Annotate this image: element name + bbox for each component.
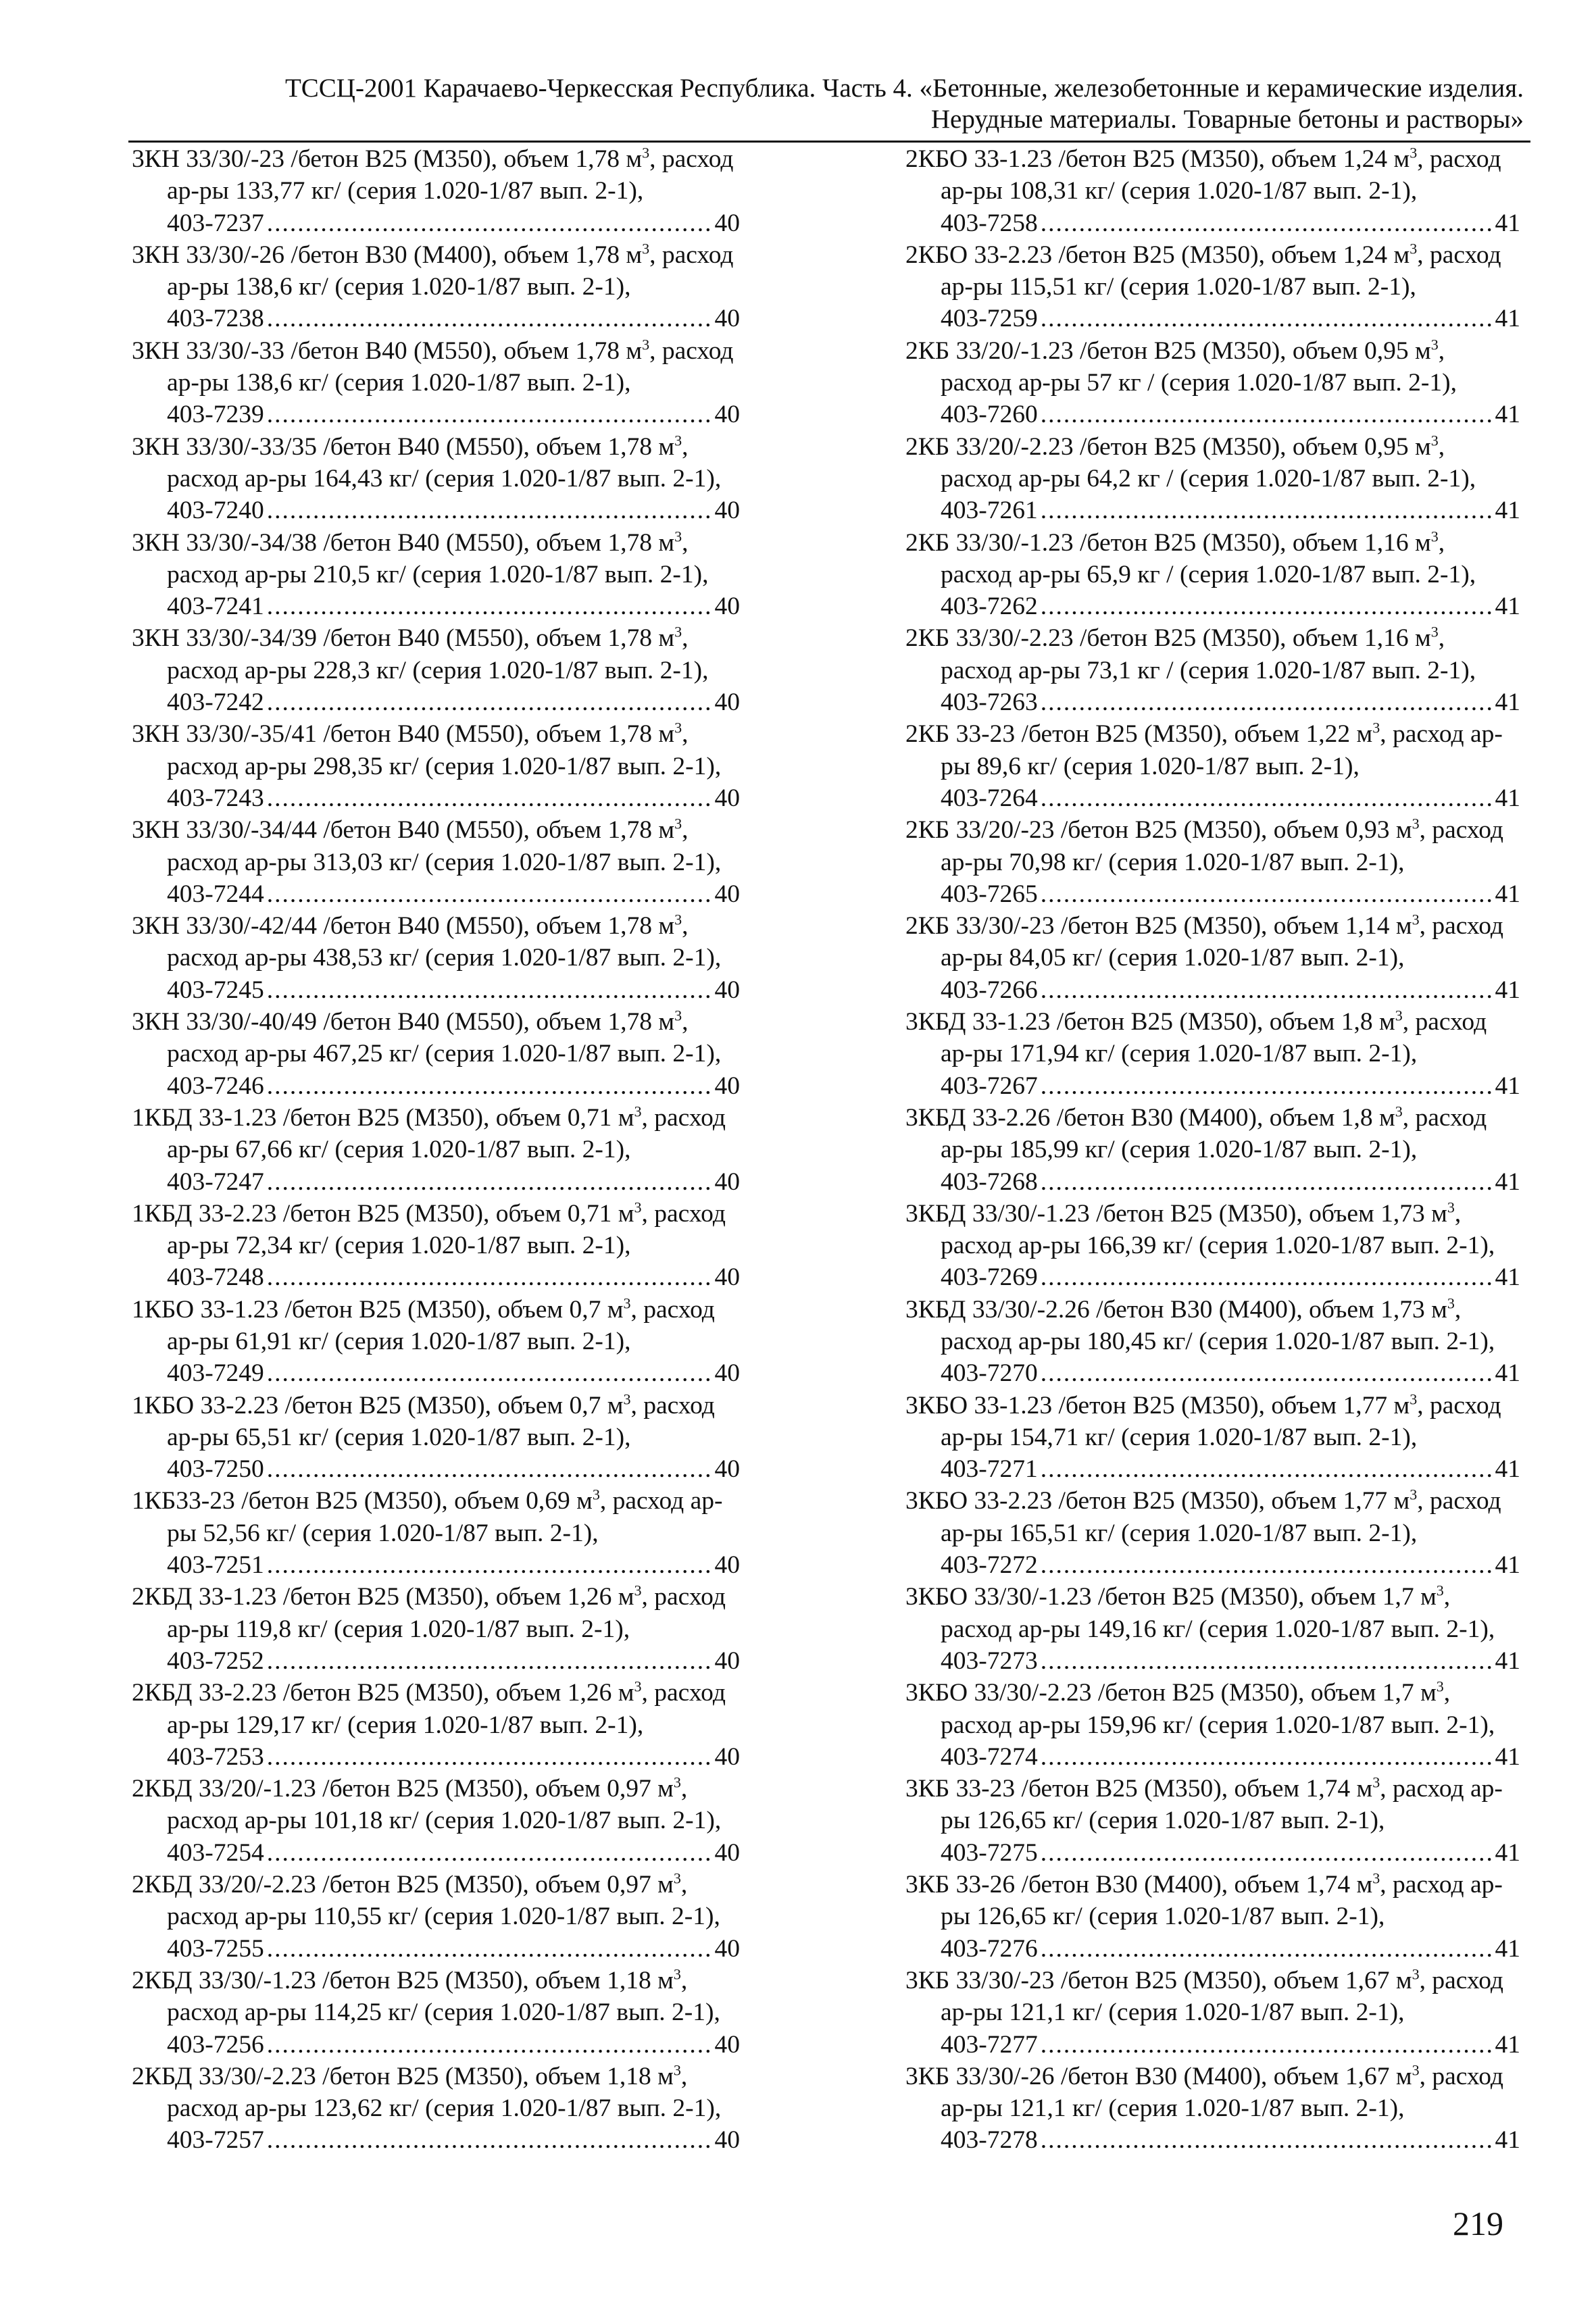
entry-code: 403-7275 bbox=[941, 1838, 1038, 1867]
dot-leader bbox=[1041, 1261, 1493, 1293]
entry-page-number: 41 bbox=[1495, 497, 1520, 525]
entry-code: 403-7238 bbox=[167, 305, 264, 333]
entry-code: 403-7265 bbox=[941, 880, 1038, 908]
entry-leader-line bbox=[167, 2124, 740, 2156]
dot-leader bbox=[1041, 974, 1493, 1006]
index-column-left bbox=[132, 143, 740, 2157]
entry-code: 403-7237 bbox=[167, 209, 264, 237]
index-entry bbox=[132, 1581, 740, 1677]
entry-page-number: 40 bbox=[714, 1072, 740, 1100]
index-entry bbox=[132, 1965, 740, 2061]
entry-page-number: 41 bbox=[1495, 688, 1520, 717]
entry-leader-line bbox=[167, 1453, 740, 1485]
index-entry bbox=[132, 718, 740, 814]
running-header bbox=[135, 73, 1524, 135]
entry-code: 403-7273 bbox=[941, 1646, 1038, 1675]
entry-page-number: 40 bbox=[714, 305, 740, 333]
entry-text: 2КБ 33/20/-2.23 /бетон В25 (М350), объем 0,95 $м^3$, расход ар-ры 64,2 кг / (серия 1.020-1/87 вып. 2-1), bbox=[905, 432, 1476, 493]
entry-page-number: 40 bbox=[714, 593, 740, 621]
entry-text: 2КБ 33/30/-1.23 /бетон В25 (М350), объем 1,16 $м^3$, расход ар-ры 65,9 кг / (серия 1.020-1/87 вып. 2-1), bbox=[905, 528, 1476, 588]
entry-page-number: 40 bbox=[714, 880, 740, 908]
entry-leader-line bbox=[167, 207, 740, 239]
dot-leader bbox=[267, 1645, 712, 1677]
dot-leader bbox=[1041, 878, 1493, 910]
index-entry bbox=[132, 1485, 740, 1581]
entry-leader-line bbox=[167, 686, 740, 718]
entry-leader-line bbox=[167, 399, 740, 430]
entry-page-number: 41 bbox=[1495, 2126, 1520, 2155]
dot-leader bbox=[267, 782, 712, 814]
entry-page-number: 40 bbox=[714, 976, 740, 1004]
entry-text: 2КБ 33/20/-23 /бетон В25 (М350), объем 0,93 $м^3$, расход ар-ры 70,98 кг/ (серия 1.020-1/87 вып. 2-1), bbox=[905, 815, 1503, 876]
entry-code: 403-7257 bbox=[167, 2126, 264, 2155]
index-entry bbox=[132, 1198, 740, 1294]
entry-page-number: 41 bbox=[1495, 1934, 1520, 1963]
dot-leader bbox=[267, 2124, 712, 2156]
entry-leader-line bbox=[941, 1453, 1520, 1485]
entry-text: 2КБ 33/30/-2.23 /бетон В25 (М350), объем 1,16 $м^3$, расход ар-ры 73,1 кг / (серия 1.020-1/87 вып. 2-1), bbox=[905, 623, 1476, 684]
index-entry bbox=[905, 239, 1520, 335]
dot-leader bbox=[267, 1549, 712, 1581]
entry-code: 403-7249 bbox=[167, 1359, 264, 1388]
entry-page-number: 40 bbox=[714, 209, 740, 237]
entry-leader-line bbox=[941, 686, 1520, 718]
entry-leader-line bbox=[167, 1741, 740, 1773]
entry-page-number: 40 bbox=[714, 784, 740, 812]
entry-page-number: 41 bbox=[1495, 1263, 1520, 1292]
entry-code: 403-7245 bbox=[167, 976, 264, 1004]
entry-page-number: 40 bbox=[714, 1263, 740, 1292]
entry-page-number: 40 bbox=[714, 1455, 740, 1484]
dot-leader bbox=[1041, 207, 1493, 239]
entry-code: 403-7262 bbox=[941, 593, 1038, 621]
entry-page-number: 40 bbox=[714, 1551, 740, 1580]
entry-leader-line bbox=[167, 878, 740, 910]
entry-text: 1КБ33-23 /бетон В25 (М350), объем 0,69 $м^3$, расход ар-ры 52,56 кг/ (серия 1.020-1/87 вып. 2-1), bbox=[132, 1486, 723, 1547]
entry-text: 3КН 33/30/-42/44 /бетон В40 (М550), объем 1,78 $м^3$, расход ар-ры 438,53 кг/ (серия 1.020-1/87 вып. 2-1), bbox=[132, 911, 722, 972]
entry-code: 403-7264 bbox=[941, 784, 1038, 812]
index-entry bbox=[905, 1198, 1520, 1294]
entry-leader-line bbox=[941, 974, 1520, 1006]
entry-page-number: 40 bbox=[714, 2126, 740, 2155]
entry-leader-line bbox=[941, 1357, 1520, 1389]
index-entry bbox=[905, 1006, 1520, 1102]
entry-leader-line bbox=[941, 1549, 1520, 1581]
entry-code: 403-7250 bbox=[167, 1455, 264, 1484]
dot-leader bbox=[267, 1453, 712, 1485]
entry-page-number: 41 bbox=[1495, 1455, 1520, 1484]
entry-page-number: 41 bbox=[1495, 209, 1520, 237]
index-entry bbox=[132, 143, 740, 239]
entry-text: 3КБ 33-23 /бетон В25 (М350), объем 1,74 $м^3$, расход ар-ры 126,65 кг/ (серия 1.020-1/87 вып. 2-1), bbox=[905, 1774, 1503, 1835]
entry-text: 2КБ 33/20/-1.23 /бетон В25 (М350), объем 0,95 $м^3$, расход ар-ры 57 кг / (серия 1.020-1/87 вып. 2-1), bbox=[905, 336, 1457, 397]
dot-leader bbox=[267, 1357, 712, 1389]
entry-page-number: 41 bbox=[1495, 1646, 1520, 1675]
entry-text: 3КН 33/30/-33/35 /бетон В40 (М550), объем 1,78 $м^3$, расход ар-ры 164,43 кг/ (серия 1.020-1/87 вып. 2-1), bbox=[132, 432, 722, 493]
entry-leader-line bbox=[167, 1357, 740, 1389]
index-entry bbox=[132, 239, 740, 335]
entry-leader-line bbox=[167, 974, 740, 1006]
entry-leader-line bbox=[167, 1837, 740, 1869]
entry-leader-line bbox=[941, 303, 1520, 334]
entry-leader-line bbox=[941, 1166, 1520, 1198]
index-entry bbox=[905, 1677, 1520, 1773]
page-number: 219 bbox=[1453, 2205, 1503, 2242]
entry-code: 403-7247 bbox=[167, 1167, 264, 1196]
index-entry bbox=[905, 1485, 1520, 1581]
entry-text: 1КБД 33-2.23 /бетон В25 (М350), объем 0,71 $м^3$, расход ар-ры 72,34 кг/ (серия 1.020-1/87 вып. 2-1), bbox=[132, 1199, 726, 1260]
dot-leader bbox=[267, 1261, 712, 1293]
dot-leader bbox=[1041, 1837, 1493, 1869]
entry-page-number: 40 bbox=[714, 1646, 740, 1675]
dot-leader bbox=[267, 1070, 712, 1102]
entry-text: 3КН 33/30/-34/44 /бетон В40 (М550), объем 1,78 $м^3$, расход ар-ры 313,03 кг/ (серия 1.020-1/87 вып. 2-1), bbox=[132, 815, 722, 876]
entry-page-number: 41 bbox=[1495, 784, 1520, 812]
entry-page-number: 40 bbox=[714, 2030, 740, 2059]
entry-code: 403-7277 bbox=[941, 2030, 1038, 2059]
entry-page-number: 41 bbox=[1495, 1838, 1520, 1867]
entry-text: 2КБД 33-1.23 /бетон В25 (М350), объем 1,26 $м^3$, расход ар-ры 119,8 кг/ (серия 1.020-1/87 вып. 2-1), bbox=[132, 1582, 726, 1643]
index-entry bbox=[132, 1677, 740, 1773]
entry-leader-line bbox=[941, 207, 1520, 239]
index-entry bbox=[132, 431, 740, 527]
index-entry bbox=[132, 1869, 740, 1965]
index-entry bbox=[132, 1102, 740, 1198]
index-entry bbox=[905, 814, 1520, 910]
entry-code: 403-7251 bbox=[167, 1551, 264, 1580]
entry-code: 403-7243 bbox=[167, 784, 264, 812]
dot-leader bbox=[1041, 1453, 1493, 1485]
entry-text: 3КН 33/30/-34/39 /бетон В40 (М550), объем 1,78 $м^3$, расход ар-ры 228,3 кг/ (серия 1.020-1/87 вып. 2-1), bbox=[132, 623, 709, 684]
dot-leader bbox=[267, 590, 712, 622]
entry-code: 403-7271 bbox=[941, 1455, 1038, 1484]
entry-code: 403-7244 bbox=[167, 880, 264, 908]
entry-code: 403-7255 bbox=[167, 1934, 264, 1963]
entry-leader-line bbox=[941, 1261, 1520, 1293]
index-entry bbox=[132, 2061, 740, 2157]
entry-code: 403-7246 bbox=[167, 1072, 264, 1100]
index-column-right bbox=[905, 143, 1520, 2157]
entry-page-number: 41 bbox=[1495, 2030, 1520, 2059]
entry-page-number: 41 bbox=[1495, 593, 1520, 621]
entry-code: 403-7272 bbox=[941, 1551, 1038, 1580]
index-entry bbox=[905, 718, 1520, 814]
entry-code: 403-7266 bbox=[941, 976, 1038, 1004]
dot-leader bbox=[267, 1933, 712, 1965]
entry-leader-line bbox=[167, 1070, 740, 1102]
dot-leader bbox=[1041, 399, 1493, 430]
dot-leader bbox=[267, 974, 712, 1006]
entry-page-number: 40 bbox=[714, 1167, 740, 1196]
entry-code: 403-7254 bbox=[167, 1838, 264, 1867]
entry-text: 3КБ 33/30/-26 /бетон В30 (М400), объем 1,67 $м^3$, расход ар-ры 121,1 кг/ (серия 1.020-1/87 вып. 2-1), bbox=[905, 2061, 1503, 2123]
entry-code: 403-7276 bbox=[941, 1934, 1038, 1963]
entry-text: 3КБО 33-1.23 /бетон В25 (М350), объем 1,77 $м^3$, расход ар-ры 154,71 кг/ (серия 1.020-1/87 вып. 2-1), bbox=[905, 1390, 1501, 1451]
entry-page-number: 41 bbox=[1495, 976, 1520, 1004]
entry-text: 3КН 33/30/-23 /бетон В25 (М350), объем 1,78 $м^3$, расход ар-ры 133,77 кг/ (серия 1.020-1/87 вып. 2-1), bbox=[132, 144, 734, 205]
entry-code: 403-7239 bbox=[167, 401, 264, 429]
entry-leader-line bbox=[941, 1933, 1520, 1965]
entry-leader-line bbox=[941, 590, 1520, 622]
entry-leader-line bbox=[941, 2029, 1520, 2061]
entry-page-number: 41 bbox=[1495, 1742, 1520, 1771]
entry-leader-line bbox=[167, 1549, 740, 1581]
entry-code: 403-7258 bbox=[941, 209, 1038, 237]
dot-leader bbox=[1041, 590, 1493, 622]
dot-leader bbox=[1041, 303, 1493, 334]
index-entry bbox=[132, 527, 740, 623]
entry-code: 403-7256 bbox=[167, 2030, 264, 2059]
index-entry bbox=[132, 814, 740, 910]
entry-leader-line bbox=[941, 1741, 1520, 1773]
entry-text: 3КБД 33-2.26 /бетон В30 (М400), объем 1,8 $м^3$, расход ар-ры 185,99 кг/ (серия 1.020-1/87 вып. 2-1), bbox=[905, 1103, 1487, 1164]
dot-leader bbox=[1041, 2029, 1493, 2061]
entry-page-number: 40 bbox=[714, 688, 740, 717]
entry-text: 3КБО 33/30/-1.23 /бетон В25 (М350), объем 1,7 $м^3$, расход ар-ры 149,16 кг/ (серия 1.020-1/87 вып. 2-1), bbox=[905, 1582, 1495, 1643]
dot-leader bbox=[267, 2029, 712, 2061]
index-entry bbox=[905, 335, 1520, 431]
entry-text: 2КБД 33/20/-1.23 /бетон В25 (М350), объем 0,97 $м^3$, расход ар-ры 101,18 кг/ (серия 1.020-1/87 вып. 2-1), bbox=[132, 1774, 722, 1835]
entry-leader-line bbox=[167, 495, 740, 526]
entry-text: 1КБО 33-1.23 /бетон В25 (М350), объем 0,7 $м^3$, расход ар-ры 61,91 кг/ (серия 1.020-1/87 вып. 2-1), bbox=[132, 1294, 715, 1355]
entry-page-number: 41 bbox=[1495, 1167, 1520, 1196]
entry-code: 403-7278 bbox=[941, 2126, 1038, 2155]
entry-leader-line bbox=[167, 590, 740, 622]
dot-leader bbox=[267, 1741, 712, 1773]
entry-leader-line bbox=[167, 1166, 740, 1198]
entry-text: 3КБО 33-2.23 /бетон В25 (М350), объем 1,77 $м^3$, расход ар-ры 165,51 кг/ (серия 1.020-1/87 вып. 2-1), bbox=[905, 1486, 1501, 1547]
entry-text: 1КБО 33-2.23 /бетон В25 (М350), объем 0,7 $м^3$, расход ар-ры 65,51 кг/ (серия 1.020-1/87 вып. 2-1), bbox=[132, 1390, 715, 1451]
dot-leader bbox=[1041, 1741, 1493, 1773]
entry-text: 3КБД 33/30/-2.26 /бетон В30 (М400), объем 1,73 $м^3$, расход ар-ры 180,45 кг/ (серия 1.020-1/87 вып. 2-1), bbox=[905, 1294, 1495, 1355]
entry-leader-line bbox=[167, 2029, 740, 2061]
dot-leader bbox=[267, 399, 712, 430]
entry-code: 403-7269 bbox=[941, 1263, 1038, 1292]
entry-text: 3КБД 33-1.23 /бетон В25 (М350), объем 1,8 $м^3$, расход ар-ры 171,94 кг/ (серия 1.020-1/87 вып. 2-1), bbox=[905, 1007, 1487, 1068]
entry-text: 2КБ 33-23 /бетон В25 (М350), объем 1,22 $м^3$, расход ар-ры 89,6 кг/ (серия 1.020-1/87 вып. 2-1), bbox=[905, 719, 1503, 780]
dot-leader bbox=[1041, 1070, 1493, 1102]
entry-text: 3КБ 33/30/-23 /бетон В25 (М350), объем 1,67 $м^3$, расход ар-ры 121,1 кг/ (серия 1.020-1/87 вып. 2-1), bbox=[905, 1965, 1503, 2027]
index-entry bbox=[905, 622, 1520, 718]
index-entry bbox=[905, 143, 1520, 239]
entry-text: 3КН 33/30/-26 /бетон В30 (М400), объем 1,78 $м^3$, расход ар-ры 138,6 кг/ (серия 1.020-1/87 вып. 2-1), bbox=[132, 240, 734, 301]
header-line-1: ТССЦ-2001 Карачаево-Черкесская Республика. Часть 4. «Бетонные, железобетонные и керамические изделия. bbox=[284, 74, 1524, 103]
entry-code: 403-7240 bbox=[167, 497, 264, 525]
dot-leader bbox=[267, 303, 712, 334]
entry-code: 403-7260 bbox=[941, 401, 1038, 429]
entry-code: 403-7274 bbox=[941, 1742, 1038, 1771]
dot-leader bbox=[267, 686, 712, 718]
dot-leader bbox=[267, 1837, 712, 1869]
index-entry bbox=[905, 1102, 1520, 1198]
entry-text: 3КН 33/30/-35/41 /бетон В40 (М550), объем 1,78 $м^3$, расход ар-ры 298,35 кг/ (серия 1.020-1/87 вып. 2-1), bbox=[132, 719, 722, 780]
entry-text: 1КБД 33-1.23 /бетон В25 (М350), объем 0,71 $м^3$, расход ар-ры 67,66 кг/ (серия 1.020-1/87 вып. 2-1), bbox=[132, 1103, 726, 1164]
entry-text: 2КБ 33/30/-23 /бетон В25 (М350), объем 1,14 $м^3$, расход ар-ры 84,05 кг/ (серия 1.020-1/87 вып. 2-1), bbox=[905, 911, 1503, 972]
entry-leader-line bbox=[941, 399, 1520, 430]
entry-code: 403-7253 bbox=[167, 1742, 264, 1771]
entry-page-number: 40 bbox=[714, 497, 740, 525]
dot-leader bbox=[1041, 495, 1493, 526]
entry-page-number: 40 bbox=[714, 1934, 740, 1963]
entry-leader-line bbox=[167, 303, 740, 334]
index-entry bbox=[905, 527, 1520, 623]
index-entry bbox=[905, 431, 1520, 527]
entry-page-number: 40 bbox=[714, 401, 740, 429]
entry-leader-line bbox=[941, 495, 1520, 526]
entry-leader-line bbox=[941, 1645, 1520, 1677]
entry-leader-line bbox=[167, 1645, 740, 1677]
dot-leader bbox=[267, 878, 712, 910]
entry-text: 3КН 33/30/-40/49 /бетон В40 (М550), объем 1,78 $м^3$, расход ар-ры 467,25 кг/ (серия 1.020-1/87 вып. 2-1), bbox=[132, 1007, 722, 1068]
index-entry bbox=[905, 1773, 1520, 1869]
entry-text: 2КБО 33-2.23 /бетон В25 (М350), объем 1,24 $м^3$, расход ар-ры 115,51 кг/ (серия 1.020-1/87 вып. 2-1), bbox=[905, 240, 1501, 301]
dot-leader bbox=[1041, 782, 1493, 814]
entry-text: 2КБД 33/30/-1.23 /бетон В25 (М350), объем 1,18 $м^3$, расход ар-ры 114,25 кг/ (серия 1.020-1/87 вып. 2-1), bbox=[132, 1965, 720, 2027]
entry-text: 2КБД 33/20/-2.23 /бетон В25 (М350), объем 0,97 $м^3$, расход ар-ры 110,55 кг/ (серия 1.020-1/87 вып. 2-1), bbox=[132, 1869, 720, 1931]
header-rule bbox=[128, 141, 1530, 143]
index-entry bbox=[132, 1006, 740, 1102]
dot-leader bbox=[1041, 1645, 1493, 1677]
entry-code: 403-7270 bbox=[941, 1359, 1038, 1388]
entry-leader-line bbox=[941, 2124, 1520, 2156]
index-entry bbox=[132, 1773, 740, 1869]
header-line-2: Нерудные материалы. Товарные бетоны и растворы» bbox=[930, 105, 1524, 134]
entry-text: 3КБ 33-26 /бетон В30 (М400), объем 1,74 $м^3$, расход ар-ры 126,65 кг/ (серия 1.020-1/87 вып. 2-1), bbox=[905, 1869, 1503, 1931]
entry-leader-line bbox=[167, 1261, 740, 1293]
dot-leader bbox=[1041, 2124, 1493, 2156]
entry-leader-line bbox=[941, 1070, 1520, 1102]
entry-code: 403-7248 bbox=[167, 1263, 264, 1292]
index-entry bbox=[132, 910, 740, 1006]
entry-text: 2КБД 33/30/-2.23 /бетон В25 (М350), объем 1,18 $м^3$, расход ар-ры 123,62 кг/ (серия 1.020-1/87 вып. 2-1), bbox=[132, 2061, 722, 2123]
index-entry bbox=[905, 1390, 1520, 1486]
entry-code: 403-7261 bbox=[941, 497, 1038, 525]
index-entry bbox=[905, 910, 1520, 1006]
dot-leader bbox=[267, 207, 712, 239]
entry-text: 2КБД 33-2.23 /бетон В25 (М350), объем 1,26 $м^3$, расход ар-ры 129,17 кг/ (серия 1.020-1/87 вып. 2-1), bbox=[132, 1678, 726, 1739]
entry-leader-line bbox=[167, 782, 740, 814]
index-entry bbox=[905, 1965, 1520, 2061]
index-entry bbox=[132, 1390, 740, 1486]
entry-text: 3КН 33/30/-33 /бетон В40 (М550), объем 1,78 $м^3$, расход ар-ры 138,6 кг/ (серия 1.020-1/87 вып. 2-1), bbox=[132, 336, 734, 397]
entry-leader-line bbox=[941, 878, 1520, 910]
entry-text: 3КН 33/30/-34/38 /бетон В40 (М550), объем 1,78 $м^3$, расход ар-ры 210,5 кг/ (серия 1.020-1/87 вып. 2-1), bbox=[132, 528, 709, 588]
dot-leader bbox=[1041, 1933, 1493, 1965]
entry-page-number: 41 bbox=[1495, 880, 1520, 908]
entry-text: 3КБД 33/30/-1.23 /бетон В25 (М350), объем 1,73 $м^3$, расход ар-ры 166,39 кг/ (серия 1.020-1/87 вып. 2-1), bbox=[905, 1199, 1495, 1260]
entry-text: 3КБО 33/30/-2.23 /бетон В25 (М350), объем 1,7 $м^3$, расход ар-ры 159,96 кг/ (серия 1.020-1/87 вып. 2-1), bbox=[905, 1678, 1495, 1739]
dot-leader bbox=[1041, 1549, 1493, 1581]
dot-leader bbox=[1041, 1166, 1493, 1198]
entry-text: 2КБО 33-1.23 /бетон В25 (М350), объем 1,24 $м^3$, расход ар-ры 108,31 кг/ (серия 1.020-1/87 вып. 2-1), bbox=[905, 144, 1501, 205]
index-entry bbox=[132, 1294, 740, 1390]
entry-code: 403-7267 bbox=[941, 1072, 1038, 1100]
entry-leader-line bbox=[167, 1933, 740, 1965]
index-entry bbox=[132, 622, 740, 718]
entry-page-number: 41 bbox=[1495, 1551, 1520, 1580]
entry-page-number: 41 bbox=[1495, 1072, 1520, 1100]
entry-code: 403-7268 bbox=[941, 1167, 1038, 1196]
dot-leader bbox=[1041, 686, 1493, 718]
index-entry bbox=[905, 1869, 1520, 1965]
index-entry bbox=[905, 1581, 1520, 1677]
index-entry bbox=[905, 2061, 1520, 2157]
entry-leader-line bbox=[941, 782, 1520, 814]
index-entry bbox=[132, 335, 740, 431]
dot-leader bbox=[1041, 1357, 1493, 1389]
entry-page-number: 41 bbox=[1495, 1359, 1520, 1388]
entry-page-number: 40 bbox=[714, 1359, 740, 1388]
entry-page-number: 41 bbox=[1495, 401, 1520, 429]
entry-code: 403-7242 bbox=[167, 688, 264, 717]
entry-page-number: 40 bbox=[714, 1838, 740, 1867]
dot-leader bbox=[267, 495, 712, 526]
entry-code: 403-7252 bbox=[167, 1646, 264, 1675]
entry-code: 403-7259 bbox=[941, 305, 1038, 333]
entry-code: 403-7241 bbox=[167, 593, 264, 621]
entry-page-number: 40 bbox=[714, 1742, 740, 1771]
index-entry bbox=[905, 1294, 1520, 1390]
entry-code: 403-7263 bbox=[941, 688, 1038, 717]
dot-leader bbox=[267, 1166, 712, 1198]
entry-leader-line bbox=[941, 1837, 1520, 1869]
entry-page-number: 41 bbox=[1495, 305, 1520, 333]
